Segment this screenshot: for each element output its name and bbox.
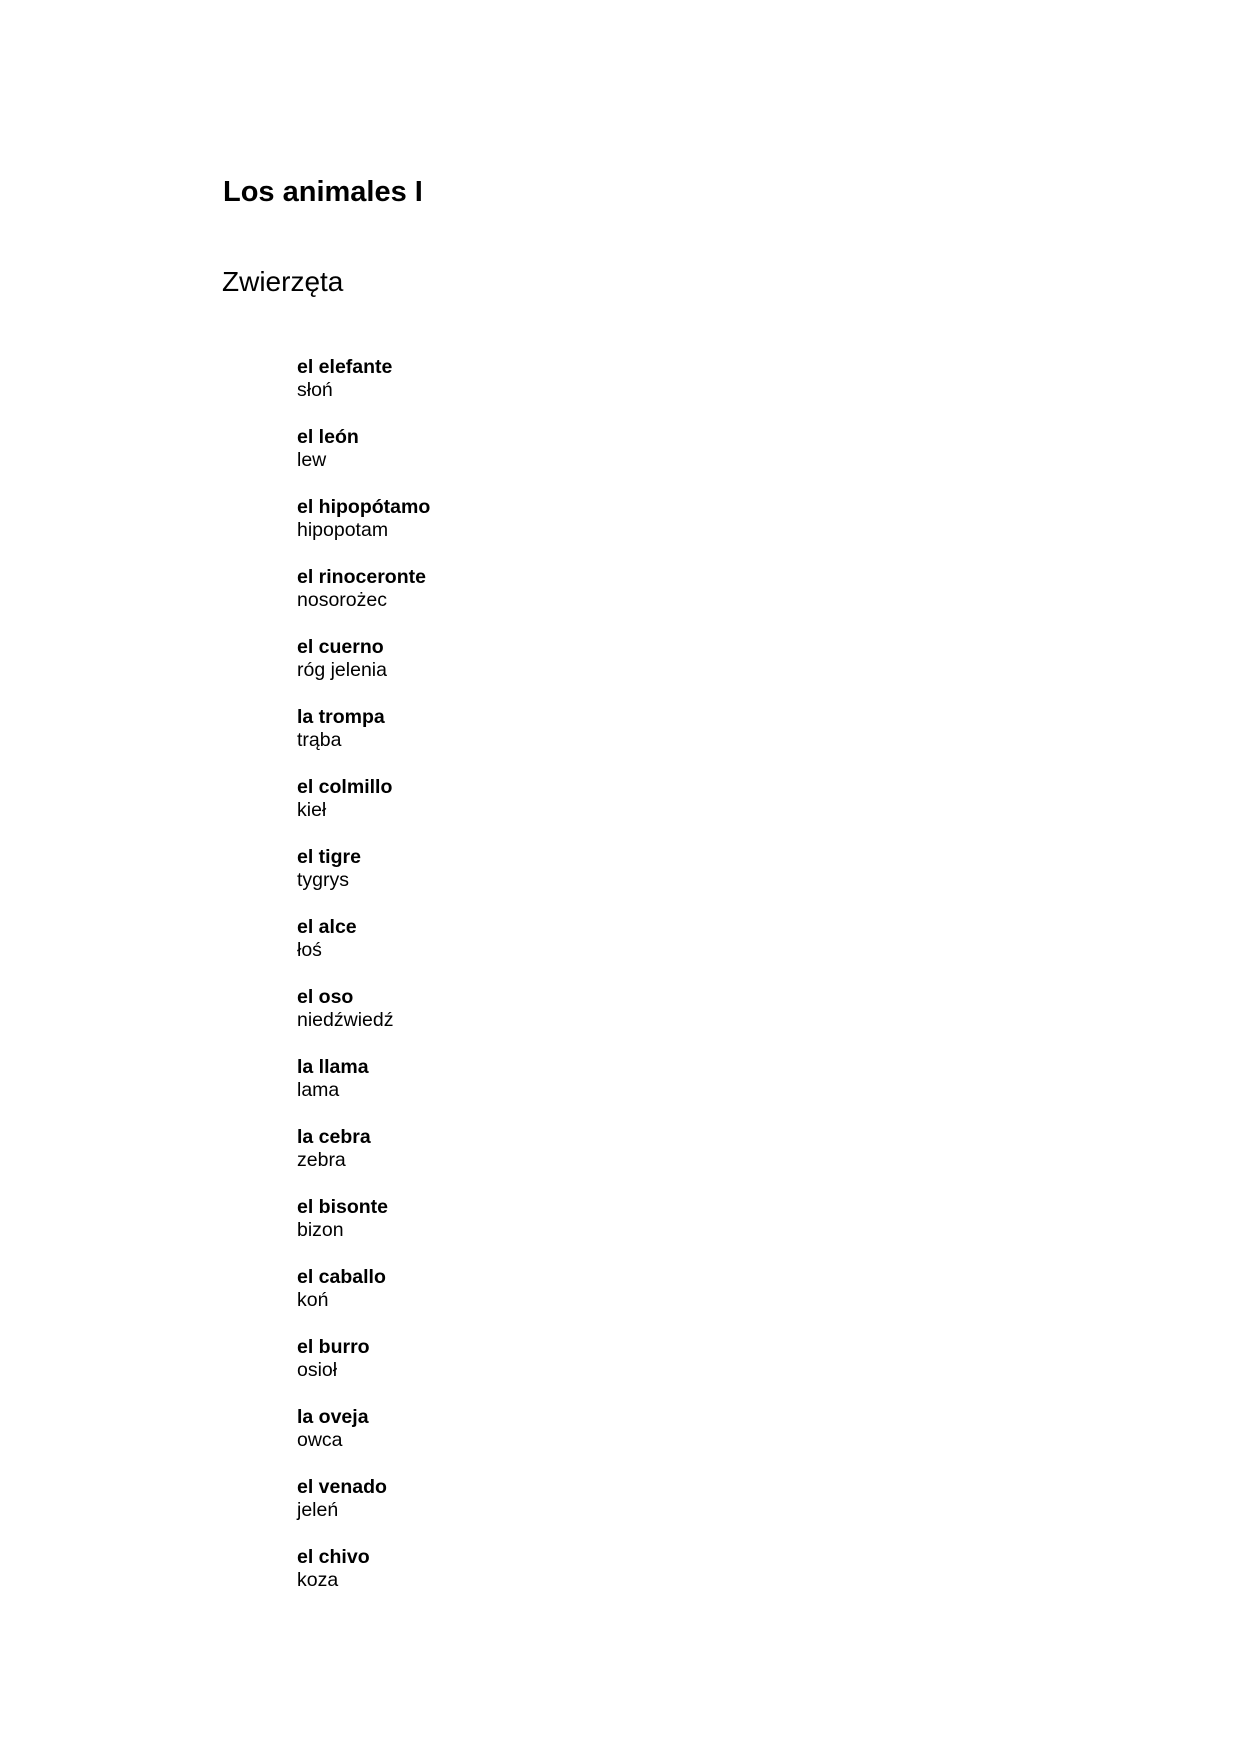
polish-translation: koń — [297, 1289, 329, 1311]
vocabulary-entry — [297, 636, 430, 706]
polish-translation: lama — [297, 1079, 340, 1101]
spanish-term: la llama — [297, 1056, 369, 1078]
polish-translation: łoś — [297, 939, 322, 961]
polish-translation: jeleń — [297, 1499, 339, 1521]
vocabulary-entry — [297, 1196, 430, 1266]
spanish-term: el colmillo — [297, 776, 393, 798]
spanish-term: el león — [297, 426, 359, 448]
page-title: Los animales I — [223, 176, 423, 208]
polish-translation: hipopotam — [297, 519, 389, 541]
polish-translation: owca — [297, 1429, 343, 1451]
vocabulary-entry — [297, 916, 430, 986]
vocabulary-entry — [297, 1126, 430, 1196]
spanish-term: el alce — [297, 916, 357, 938]
polish-translation: róg jelenia — [297, 659, 387, 681]
spanish-term: el oso — [297, 986, 354, 1008]
vocabulary-entry — [297, 566, 430, 636]
spanish-term: el burro — [297, 1336, 370, 1358]
spanish-term: el chivo — [297, 1546, 370, 1568]
polish-translation: osioł — [297, 1359, 338, 1381]
polish-translation: lew — [297, 449, 327, 471]
polish-translation: kieł — [297, 799, 327, 821]
polish-translation: słoń — [297, 379, 333, 401]
vocabulary-entry — [297, 1546, 430, 1616]
polish-translation: nosorożec — [297, 589, 387, 611]
vocabulary-entry — [297, 426, 430, 496]
vocabulary-entry — [297, 1056, 430, 1126]
spanish-term: el rinoceronte — [297, 566, 426, 588]
vocabulary-entry — [297, 846, 430, 916]
polish-translation: zebra — [297, 1149, 346, 1171]
spanish-term: el tigre — [297, 846, 361, 868]
spanish-term: la oveja — [297, 1406, 369, 1428]
vocabulary-entry — [297, 496, 430, 566]
vocabulary-entry — [297, 986, 430, 1056]
spanish-term: el caballo — [297, 1266, 386, 1288]
spanish-term: el bisonte — [297, 1196, 389, 1218]
vocabulary-entry — [297, 1336, 430, 1406]
vocabulary-entry — [297, 1266, 430, 1336]
vocabulary-entry — [297, 356, 430, 426]
polish-translation: niedźwiedź — [297, 1009, 394, 1031]
spanish-term: la cebra — [297, 1126, 371, 1148]
polish-translation: bizon — [297, 1219, 344, 1241]
vocabulary-entry — [297, 1406, 430, 1476]
spanish-term: el cuerno — [297, 636, 384, 658]
polish-translation: tygrys — [297, 869, 350, 891]
polish-translation: koza — [297, 1569, 339, 1591]
spanish-term: el elefante — [297, 356, 393, 378]
spanish-term: el hipopótamo — [297, 496, 431, 518]
page-subtitle: Zwierzęta — [222, 266, 344, 297]
spanish-term: la trompa — [297, 706, 385, 728]
spanish-term: el venado — [297, 1476, 387, 1498]
polish-translation: trąba — [297, 729, 342, 751]
vocabulary-list — [297, 356, 430, 1616]
vocabulary-entry — [297, 1476, 430, 1546]
vocabulary-entry — [297, 706, 430, 776]
vocabulary-entry — [297, 776, 430, 846]
